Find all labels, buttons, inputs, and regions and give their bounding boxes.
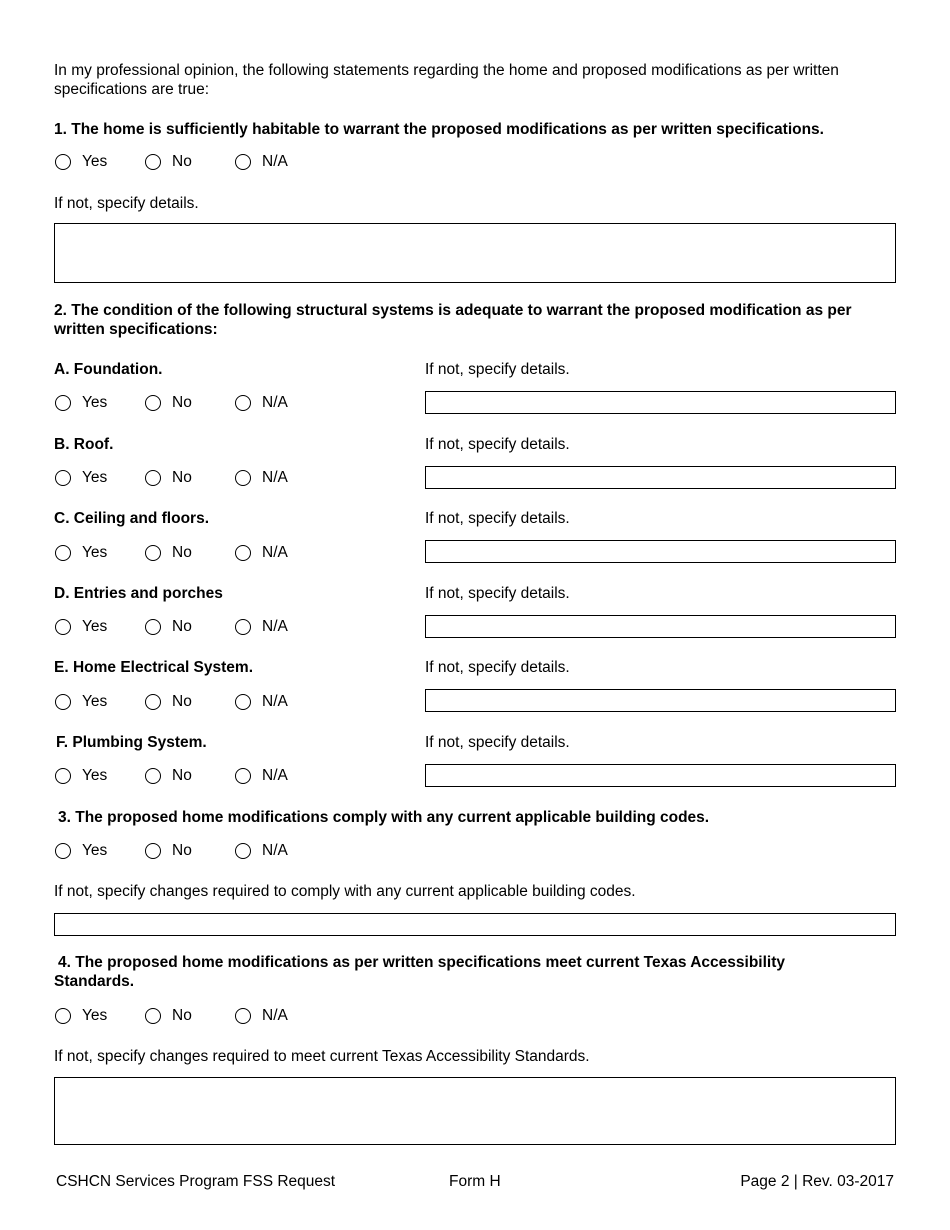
q1-title: 1. The home is sufficiently habitable to warrant the proposed modifications as per written specifications. xyxy=(54,121,824,138)
radio-circle-icon[interactable] xyxy=(145,470,161,486)
radio-circle-icon[interactable] xyxy=(235,545,251,561)
q3-radio-group: Yes No N/A xyxy=(55,841,315,861)
q2-item-f-details-field[interactable] xyxy=(425,764,896,787)
radio-circle-icon[interactable] xyxy=(55,1008,71,1024)
radio-circle-icon[interactable] xyxy=(235,619,251,635)
radio-circle-icon[interactable] xyxy=(55,843,71,859)
q2-item-c-label: C. Ceiling and floors. xyxy=(54,510,210,527)
radio-circle-icon[interactable] xyxy=(145,843,161,859)
q4-radio-group: Yes No N/A xyxy=(55,1006,315,1026)
radio-circle-icon[interactable] xyxy=(235,694,251,710)
q3-details-label: If not, specify changes required to comply with any current applicable building codes. xyxy=(54,883,636,900)
q4-details-label: If not, specify changes required to meet current Texas Accessibility Standards. xyxy=(54,1048,590,1065)
q2-item-e-details-field[interactable] xyxy=(425,689,896,712)
radio-circle-icon[interactable] xyxy=(55,768,71,784)
radio-circle-icon[interactable] xyxy=(145,1008,161,1024)
q2-item-a-label: A. Foundation. xyxy=(54,361,163,378)
q2-item-b-details-field[interactable] xyxy=(425,466,896,489)
q2-item-a-details-label: If not, specify details. xyxy=(425,361,570,378)
radio-circle-icon[interactable] xyxy=(145,545,161,561)
q1-details-field[interactable] xyxy=(54,223,896,283)
radio-circle-icon[interactable] xyxy=(235,395,251,411)
radio-circle-icon[interactable] xyxy=(235,154,251,170)
radio-circle-icon[interactable] xyxy=(235,1008,251,1024)
q2-item-d-details-field[interactable] xyxy=(425,615,896,638)
radio-circle-icon[interactable] xyxy=(145,154,161,170)
q2-title: 2. The condition of the following structural systems is adequate to warrant the proposed modification as per written specifications: xyxy=(54,302,852,338)
q3-details-field[interactable] xyxy=(54,913,896,936)
q2-item-d-label: D. Entries and porches xyxy=(54,585,223,602)
intro-text: In my professional opinion, the following statements regarding the home and proposed modifications as per written specifications are true: xyxy=(54,62,839,98)
q2-item-c-details-label: If not, specify details. xyxy=(425,510,570,527)
q2-item-e-details-label: If not, specify details. xyxy=(425,659,570,676)
q4-details-field[interactable] xyxy=(54,1077,896,1145)
footer-page-info: Page 2 | Rev. 03-2017 xyxy=(740,1173,894,1190)
radio-circle-icon[interactable] xyxy=(145,619,161,635)
radio-circle-icon[interactable] xyxy=(55,395,71,411)
q2-item-e-label: E. Home Electrical System. xyxy=(54,659,254,676)
radio-circle-icon[interactable] xyxy=(235,768,251,784)
footer-form-name: Form H xyxy=(449,1173,501,1190)
radio-circle-icon[interactable] xyxy=(55,470,71,486)
radio-circle-icon[interactable] xyxy=(145,395,161,411)
q2-item-e-radio-group: Yes No N/A xyxy=(55,692,315,712)
q2-item-b-details-label: If not, specify details. xyxy=(425,436,570,453)
q1-details-label: If not, specify details. xyxy=(54,195,199,212)
q2-item-a-radio-group: Yes No N/A xyxy=(55,393,315,413)
q2-item-d-radio-group: Yes No N/A xyxy=(55,617,315,637)
q2-item-f-radio-group: Yes No N/A xyxy=(55,766,315,786)
q2-item-f-label: F. Plumbing System. xyxy=(56,734,207,751)
q3-title: 3. The proposed home modifications comply with any current applicable building codes. xyxy=(58,809,710,826)
radio-circle-icon[interactable] xyxy=(55,619,71,635)
q2-item-b-label: B. Roof. xyxy=(54,436,114,453)
radio-circle-icon[interactable] xyxy=(235,843,251,859)
q1-radio-group: Yes No N/A xyxy=(55,152,315,172)
q2-item-b-radio-group: Yes No N/A xyxy=(55,468,315,488)
radio-circle-icon[interactable] xyxy=(55,694,71,710)
q2-item-c-radio-group: Yes No N/A xyxy=(55,543,315,563)
radio-circle-icon[interactable] xyxy=(55,154,71,170)
q2-item-a-details-field[interactable] xyxy=(425,391,896,414)
radio-circle-icon[interactable] xyxy=(145,694,161,710)
radio-circle-icon[interactable] xyxy=(145,768,161,784)
q2-item-c-details-field[interactable] xyxy=(425,540,896,563)
radio-circle-icon[interactable] xyxy=(55,545,71,561)
q4-title: 4. The proposed home modifications as per written specifications meet current Texas Accessibility Standards. xyxy=(54,954,785,990)
q2-item-f-details-label: If not, specify details. xyxy=(425,734,570,751)
radio-circle-icon[interactable] xyxy=(235,470,251,486)
footer-program-name: CSHCN Services Program FSS Request xyxy=(56,1173,336,1190)
q2-item-d-details-label: If not, specify details. xyxy=(425,585,570,602)
